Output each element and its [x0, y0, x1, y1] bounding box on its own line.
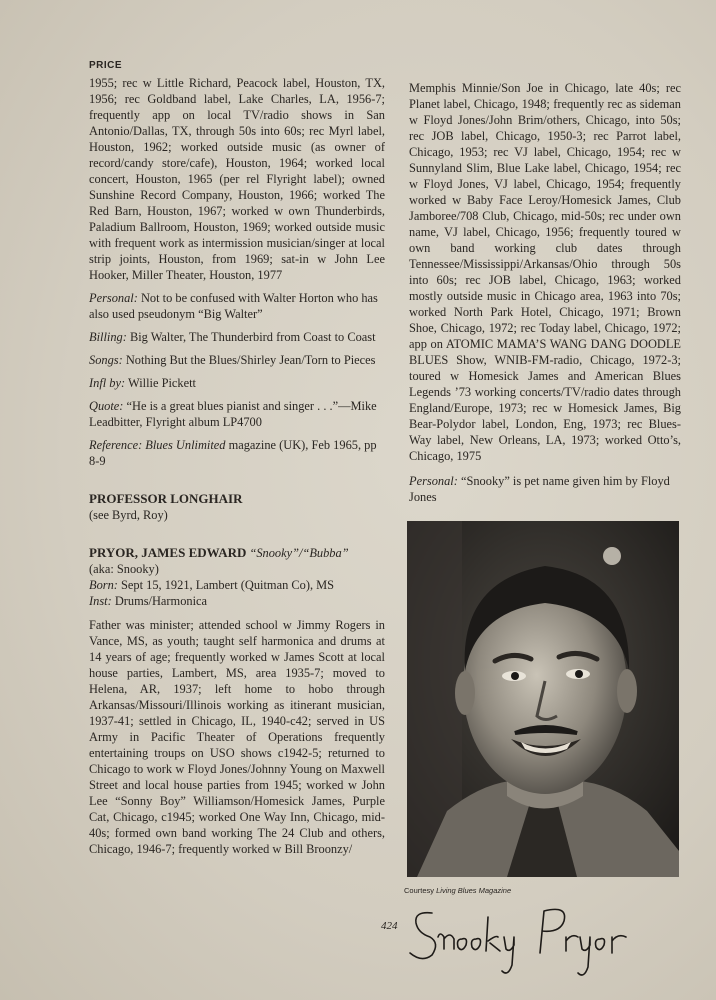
longhair-cross-reference: (see Byrd, Roy) [89, 508, 168, 522]
quote-label: Quote: [89, 399, 124, 413]
infl-text: Willie Pickett [125, 376, 196, 390]
price-personal [89, 290, 385, 322]
price-bio: 1955; rec w Little Richard, Peacock label, Houston, TX, 1956; rec Goldband label, Lake Charles, LA, 1956-7; frequently app on local TV/radio shows in San Antonio/Dallas, TX, through 50s into 60s; rec Myrl label, Houston, 1962; worked outside music (as owner of record/candy store/cafe), Houston, 1964; worked local concert, Houston, 1965 (per rel Flyright label); owned Sunshine Record Company, Houston, 1966; worked The Red Barn, Houston, 1967; worked w own Thunderbirds, Paladium Ballroom, Houston, 1969; worked outside music with frequent work as intermission musician/singer at local strip joints, Houston, from 1969; sat-in w John Lee Hooker, Miller Theater, Houston, 1977 [89, 76, 385, 282]
reference-title: Blues Unlimited [142, 438, 226, 452]
portrait-illustration [407, 521, 679, 877]
pryor-personal [409, 473, 681, 505]
pryor-instruments [89, 593, 385, 609]
infl-label: Infl by: [89, 376, 126, 390]
billing-label: Billing: [89, 330, 127, 344]
inst-label: Inst: [89, 594, 112, 608]
running-head: PRICE [89, 60, 123, 71]
reference-text: magazine (UK), Feb 1965, pp 8-9 [89, 438, 377, 468]
personal-text: Not to be confused with Walter Horton who has also used pseudonym “Big Walter” [89, 291, 378, 321]
right-column [409, 80, 681, 505]
billing-text: Big Walter, The Thunderbird from Coast to Coast [126, 330, 376, 344]
page-number: 424 [381, 920, 398, 932]
caption-source: Living Blues Magazine [436, 886, 512, 895]
pryor-nicknames: “Snooky”/“Bubba” [246, 546, 349, 560]
price-songs [89, 352, 385, 368]
price-influenced-by [89, 375, 385, 391]
pryor-born [89, 577, 385, 593]
songs-label: Songs: [89, 353, 123, 367]
pryor-name: PRYOR, JAMES EDWARD [89, 545, 247, 560]
songs-text: Nothing But the Blues/Shirley Jean/Torn to Pieces [122, 353, 376, 367]
pryor-bio-right: Memphis Minnie/Son Joe in Chicago, late 40s; rec Planet label, Chicago, 1948; frequently rec as sideman w Floyd Jones/John Brim/others, Chicago, into 50s; rec JOB label, Chicago, 1950-3; rec Parrot label, Chicago, 1953; rec VJ label, Chicago, 1954; rec w Sunnyland Slim, Blue Lake label, Chicago, 1954; rec w Floyd Jones, VJ label, Chicago, 1954; frequently worked w Baby Face Leroy/Homesick James, Club Jamboree/708 Club, Chicago, mid-50s; rec under own name, VJ label, Chicago, 1956; frequently toured w own band working club dates through Tennessee/Mississippi/Arkansas/Ohio through 50s into 60s; rec JOB label, Chicago, 1963; worked mostly outside music in Chicago area, 1963 into 70s; worked North Park Hotel, Chicago, 1971; Brown Shoe, Chicago, 1972; rec Today label, Chicago, 1972; app on ATOMIC MAMA’S WANG DANG DOODLE BLUES Show, WNIB-FM-radio, Chicago, 1972-3; toured w Homesick James and American Blues Legends ’73 working concerts/TV/radio dates through England/Europe, 1973; rec w Homesick James, Big Bear-Polydor label, London, Eng, 1973; rec Blues-Way label, New Orleans, LA, 1973; worked Otto’s, Chicago, 1975 [409, 81, 681, 463]
left-column [89, 60, 385, 857]
personal-label: Personal: [89, 291, 138, 305]
price-reference [89, 437, 385, 469]
pryor-aka: (aka: Snooky) [89, 562, 159, 576]
pryor-heading [89, 545, 385, 561]
price-billing [89, 329, 385, 345]
born-label: Born: [89, 578, 118, 592]
portrait-photo [407, 521, 679, 877]
longhair-heading: PROFESSOR LONGHAIR [89, 491, 243, 506]
inst-text: Drums/Harmonica [111, 594, 208, 608]
pryor-bio-left: Father was minister; attended school w Jimmy Rogers in Vance, MS, as youth; taught self harmonica and drums at 14 years of age; frequently worked w James Scott at local house parties, Lambert, MS, area 1935-7; moved to Helena, AR, 1937; left home to hobo through Arkansas/Missouri/Illinois working as itinerant musician, 1937-41; settled in Chicago, IL, 1940-c42; served in US Army in Pacific Theater of Operations frequently entertaining troups on USO shows c1942-5; returned to Chicago to work w Floyd Jones/Johnny Young on Maxwell Street and local house parties from 1945; worked w John Lee “Sonny Boy” Williamson/Homesick James, Purple Cat, Chicago, c1945; worked One Way Inn, Chicago, mid-40s; formed own band working The 24 Club and others, Chicago, 1946-7; frequently worked w Bill Broonzy/ [89, 618, 385, 856]
pryor-personal-label: Personal: [409, 474, 458, 488]
caption-prefix: Courtesy [404, 886, 437, 895]
quote-text: “He is a great blues pianist and singer . . .”—Mike Leadbitter, Flyright album LP4700 [89, 399, 377, 429]
price-quote [89, 398, 385, 430]
born-text: Sept 15, 1921, Lambert (Quitman Co), MS [117, 578, 335, 592]
pryor-personal-text: “Snooky” is pet name given him by Floyd Jones [409, 474, 670, 504]
reference-label: Reference: [89, 438, 143, 452]
handwritten-signature [404, 893, 644, 983]
